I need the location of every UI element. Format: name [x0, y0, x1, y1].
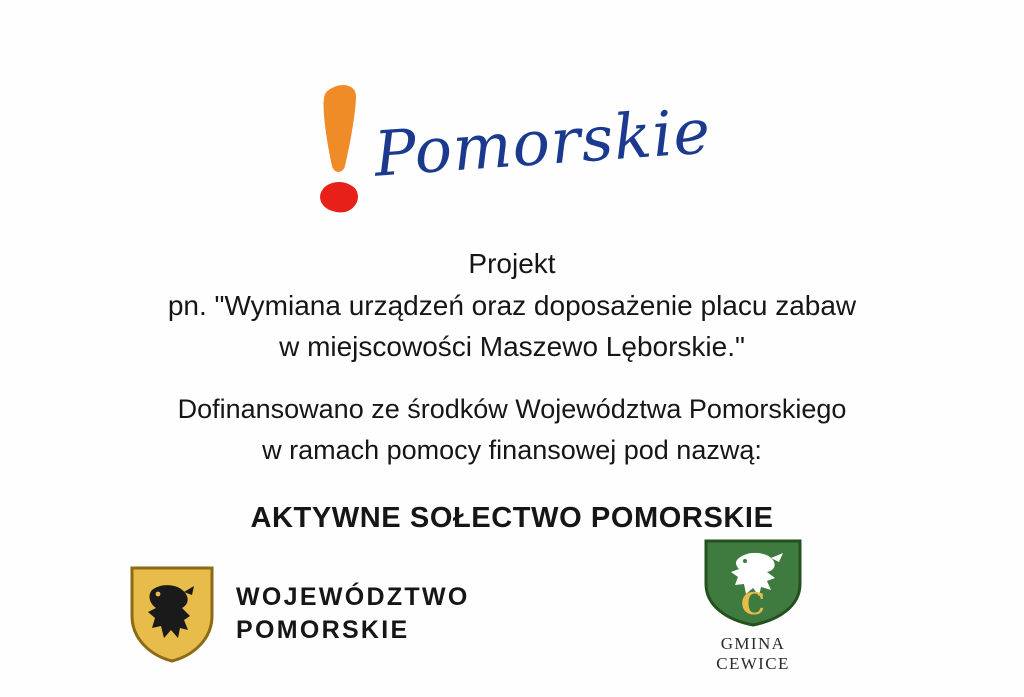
label-line-2: POMORSKIE: [236, 616, 410, 644]
label-line-1: WOJEWÓDZTWO: [236, 583, 470, 611]
document-text-block: [0, 245, 1024, 539]
funding-line-2: w ramach pomocy finansowej pod nazwą:: [262, 435, 762, 465]
cewice-shield-icon: [688, 538, 818, 628]
gmina-cewice-crest: [688, 538, 818, 674]
pomeranian-shield-icon: [128, 564, 216, 664]
program-name: AKTYWNE SOŁECTWO POMORSKIE: [250, 502, 774, 534]
project-name-line-2: w miejscowości Maszewo Lęborskie.": [279, 331, 745, 362]
wojewodztwo-pomorskie-label: [236, 581, 470, 647]
svg-text:C: C: [741, 587, 765, 622]
gmina-cewice-label: GMINA CEWICE: [716, 634, 790, 673]
logo-inner: [312, 78, 712, 228]
project-label: Projekt: [468, 248, 556, 279]
spacer: [0, 367, 1024, 389]
logo-wordmark: Pomorskie: [371, 94, 714, 191]
funding-line-1: Dofinansowano ze środków Województwa Pomorskiego: [177, 394, 847, 424]
project-name-line-1: pn. "Wymiana urządzeń oraz doposażenie placu zabaw: [167, 290, 857, 321]
exclamation-mark-icon: [312, 82, 382, 222]
footer-crests: [0, 530, 1024, 690]
wojewodztwo-pomorskie-crest: [128, 564, 470, 664]
pomorskie-logo: [0, 78, 1024, 238]
